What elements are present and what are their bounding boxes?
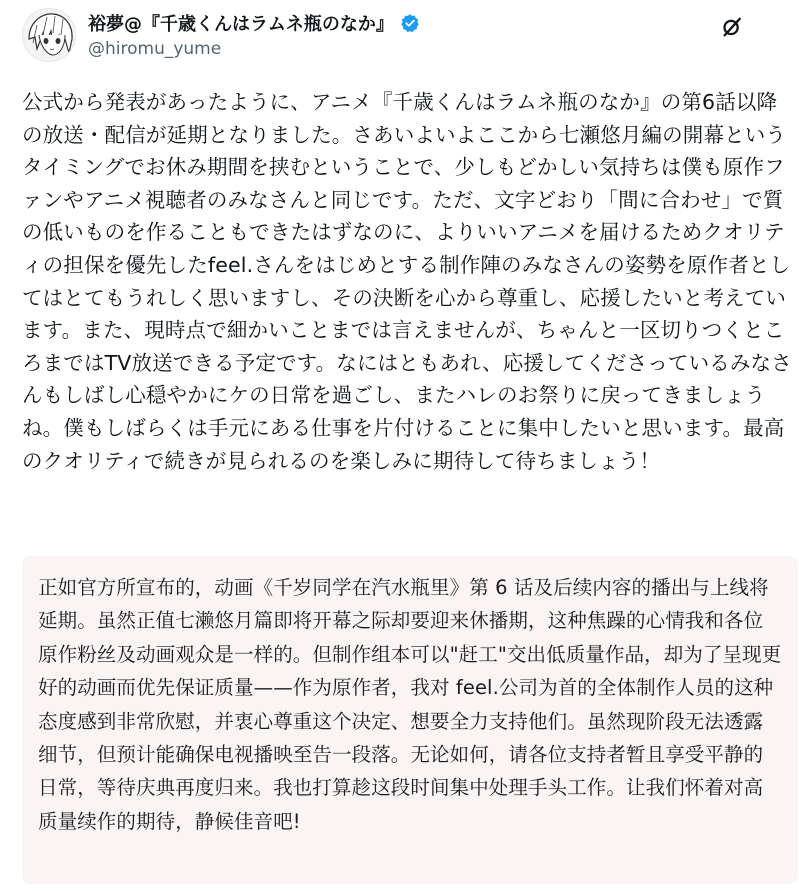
author-names	[88, 10, 420, 59]
translation-panel	[22, 556, 798, 884]
verified-badge-icon	[400, 13, 420, 33]
author-handle[interactable]: @hiromu_yume	[88, 39, 222, 59]
grok-slash-icon[interactable]	[721, 16, 743, 38]
display-name-row	[88, 10, 420, 36]
post-header	[22, 8, 779, 68]
author-avatar[interactable]	[22, 8, 76, 62]
post-body-text: 公式から発表があったように、アニメ『千歳くんはラムネ瓶のなか』の第6話以降の放送・配信が延期となりました。さあいよいよここから七瀬悠月編の開幕というタイミングでお休み期間を挟むということで、少しもどかしい気持ちは僕も原作ファンやアニメ視聴者のみなさんと同じです。ただ、文字どおり「間に合わせ」で質の低いものを作ることもできたはずなのに、よりいいアニメを届けるためクオリティの担保を優先したfeel.さんをはじめとする制作陣のみなさんの姿勢を原作者としてはとてもうれしく思いますし、その決断を心から尊重し、応援したいと考えています。また、現時点で細かいことまでは言えませんが、ちゃんと一区切りつくところまではTV放送できる予定です。なにはともあれ、応援してくださっているみなさんもしばし心穏やかにケの日常を過ごし、またハレのお祭りに戻ってきましょうね。僕もしばらくは手元にある仕事を片付けることに集中したいと思います。最高のクオリティで続きが見られるのを楽しみに期待して待ちましょう！	[22, 90, 792, 473]
translation-text: 正如官方所宣布的，动画《千岁同学在汽水瓶里》第 6 话及后续内容的播出与上线将延期。虽然正值七濑悠月篇即将开幕之际却要迎来休播期，这种焦躁的心情我和各位原作粉丝及动画观众是一样的。但制作组本可以"赶工"交出低质量作品，却为了呈现更好的动画而优先保证质量——作为原作者，我对 feel.公司为首的全体制作人员的这种态度感到非常欣慰，并衷心尊重这个决定、想要全力支持他们。虽然现阶段无法透露细节，但预计能确保电视播映至告一段落。无论如何，请各位支持者暂且享受平静的日常，等待庆典再度归来。我也打算趁这段时间集中处理手头工作。让我们怀着对高质量续作的期待，静候佳音吧!	[38, 576, 782, 833]
anime-girl-avatar-icon	[23, 9, 76, 62]
author-display-name[interactable]: 裕夢@『千歳くんはラムネ瓶のなか』	[88, 14, 394, 35]
